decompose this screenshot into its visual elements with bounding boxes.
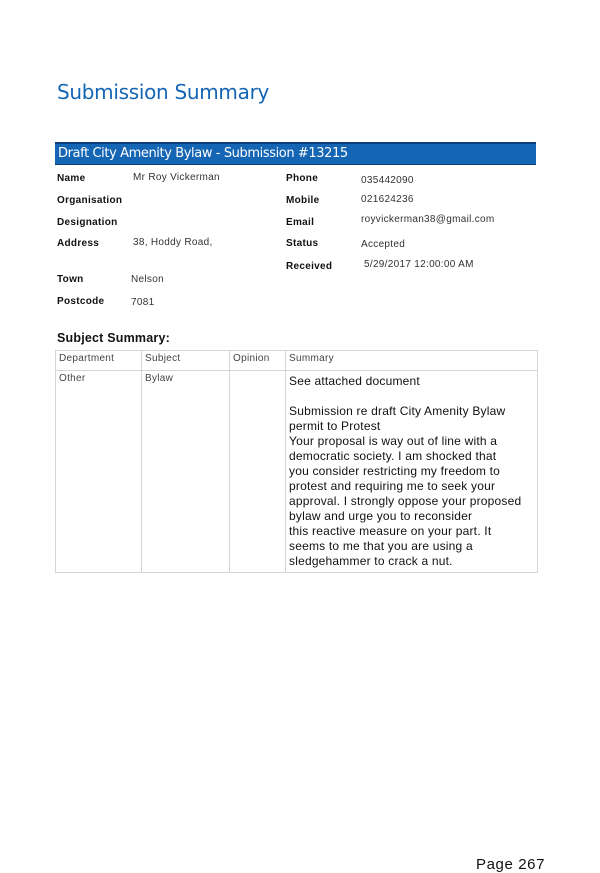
opinion-cell bbox=[230, 371, 286, 573]
table-row bbox=[56, 371, 538, 573]
submission-banner-title: Draft City Amenity Bylaw - Submission #13215 bbox=[58, 146, 348, 161]
summary-line: Your proposal is way out of line with a bbox=[289, 434, 498, 448]
summary-line-gap bbox=[289, 389, 534, 404]
town-label: Town bbox=[57, 274, 84, 285]
mobile-label: Mobile bbox=[286, 195, 320, 206]
summary-line: approval. I strongly oppose your proposed bbox=[289, 494, 522, 508]
address-label: Address bbox=[57, 238, 100, 249]
summary-line: See attached document bbox=[289, 374, 420, 388]
page-number: Page 267 bbox=[476, 856, 546, 873]
designation-label: Designation bbox=[57, 217, 118, 228]
organisation-label: Organisation bbox=[57, 195, 123, 206]
mobile-value: 021624236 bbox=[361, 194, 414, 205]
received-label: Received bbox=[286, 261, 333, 272]
page-title: Submission Summary bbox=[57, 80, 270, 104]
subject-summary-table bbox=[55, 350, 538, 573]
phone-label: Phone bbox=[286, 173, 319, 184]
summary-line: protest and requiring me to seek your bbox=[289, 479, 496, 493]
subject-summary-heading: Subject Summary: bbox=[57, 331, 170, 345]
summary-line: you consider restricting my freedom to bbox=[289, 464, 501, 478]
postcode-label: Postcode bbox=[57, 296, 105, 307]
summary-line: democratic society. I am shocked that bbox=[289, 449, 497, 463]
column-header-department: Department bbox=[56, 351, 142, 371]
summary-cell bbox=[286, 371, 538, 573]
received-value: 5/29/2017 12:00:00 AM bbox=[364, 259, 474, 270]
phone-value: 035442090 bbox=[361, 175, 414, 186]
column-header-summary: Summary bbox=[286, 351, 538, 371]
summary-line: Submission re draft City Amenity Bylaw bbox=[289, 404, 506, 418]
status-label: Status bbox=[286, 238, 319, 249]
name-value: Mr Roy Vickerman bbox=[133, 172, 220, 183]
email-label: Email bbox=[286, 217, 315, 228]
address-value: 38, Hoddy Road, bbox=[133, 237, 213, 248]
summary-line: bylaw and urge you to reconsider bbox=[289, 509, 473, 523]
email-value: royvickerman38@gmail.com bbox=[361, 214, 495, 225]
subject-cell: Bylaw bbox=[142, 371, 230, 573]
summary-line: seems to me that you are using a bbox=[289, 539, 473, 553]
summary-line: this reactive measure on your part. It bbox=[289, 524, 492, 538]
column-header-opinion: Opinion bbox=[230, 351, 286, 371]
department-cell: Other bbox=[56, 371, 142, 573]
summary-line: sledgehammer to crack a nut. bbox=[289, 554, 453, 568]
postcode-value: 7081 bbox=[131, 297, 155, 308]
summary-line: permit to Protest bbox=[289, 419, 381, 433]
town-value: Nelson bbox=[131, 274, 164, 285]
column-header-subject: Subject bbox=[142, 351, 230, 371]
name-label: Name bbox=[57, 173, 86, 184]
status-value: Accepted bbox=[361, 239, 406, 250]
table-header-row bbox=[56, 351, 538, 371]
submission-banner bbox=[55, 142, 536, 165]
